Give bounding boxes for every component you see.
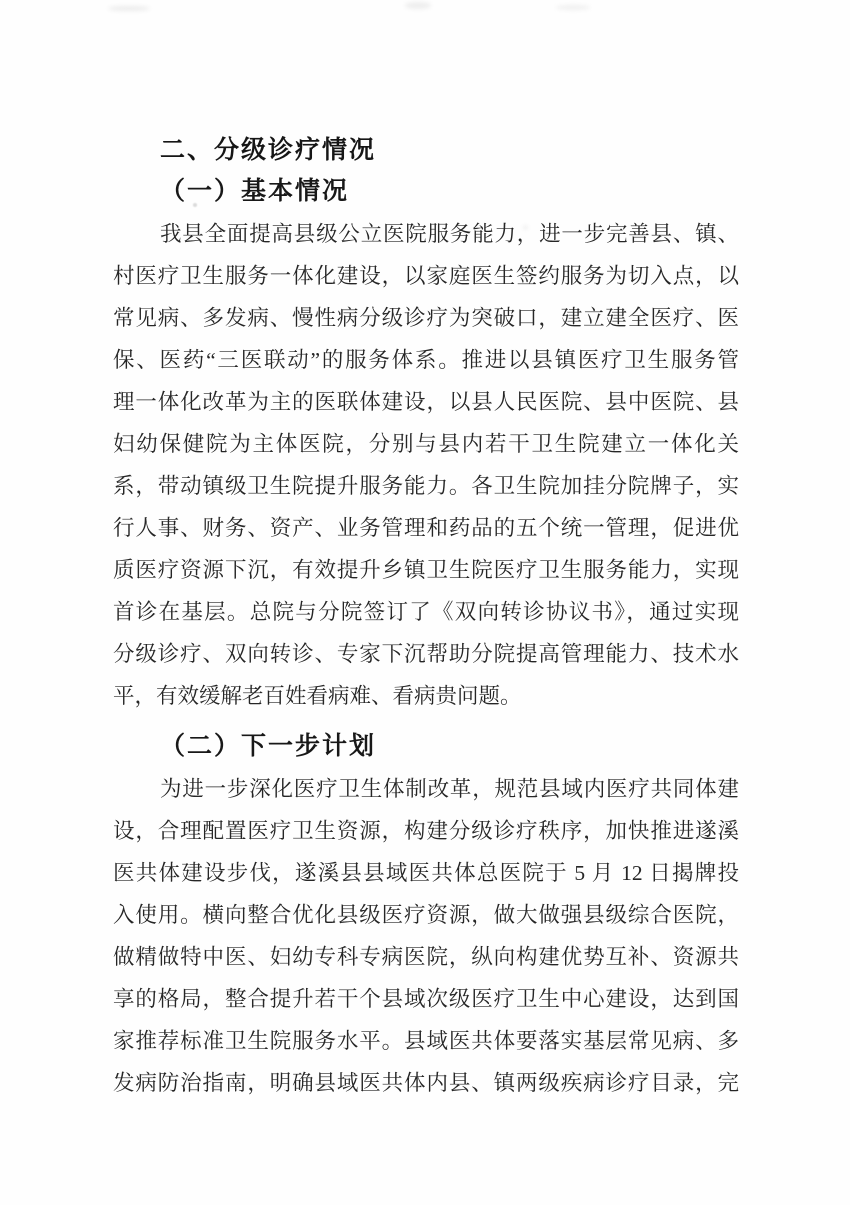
text-line: 入使用。横向整合优化县级医疗资源，做大做强县级综合医院， [113,903,739,927]
text-line: 质医疗资源下沉，有效提升乡镇卫生院医疗卫生服务能力，实现 [113,558,739,582]
text-line: 设，合理配置医疗卫生资源，构建分级诊疗秩序，加快推进遂溪 [113,819,739,843]
text-line: 行人事、财务、资产、业务管理和药品的五个统一管理，促进优 [113,516,739,540]
subsection-heading: （一）基本情况 [160,178,350,205]
paragraph [113,768,739,1104]
sections-container [113,171,739,1104]
text-line: 享的格局，整合提升若干个县域次级医疗卫生中心建设，达到国 [113,987,739,1011]
text-line: 妇幼保健院为主体医院，分别与县内若干卫生院建立一体化关 [113,432,739,456]
text-line: 系，带动镇级卫生院提升服务能力。各卫生院加挂分院牌子，实 [113,474,739,498]
scan-artifact [405,2,431,9]
text-line: 首诊在基层。总院与分院签订了《双向转诊协议书》，通过实现 [113,600,739,624]
text-line: 发病防治指南，明确县域医共体内县、镇两级疾病诊疗目录，完 [113,1071,739,1095]
text-line: 分级诊疗、双向转诊、专家下沉帮助分院提高管理能力、技术水 [113,642,739,666]
text-line: 平，有效缓解老百姓看病难、看病贵问题。 [113,684,522,708]
scan-artifact [556,5,590,10]
main-heading: 二、分级诊疗情况 [160,136,377,164]
text-line: 做精做特中医、妇幼专科专病医院，纵向构建优势互补、资源共 [113,945,739,969]
subsection-heading: （二）下一步计划 [160,733,377,760]
text-line: 理一体化改革为主的医联体建设，以县人民医院、县中医院、县 [113,390,739,414]
scan-artifact [108,6,150,11]
text-line: 村医疗卫生服务一体化建设，以家庭医生签约服务为切入点，以 [113,264,739,288]
text-line: 保、医药“三医联动”的服务体系。推进以县镇医疗卫生服务管 [113,348,739,372]
paragraph [113,213,739,717]
text-line: 我县全面提高县级公立医院服务能力，进一步完善县、镇、 [160,222,739,246]
text-line: 家推荐标准卫生院服务水平。县域医共体要落实基层常见病、多 [113,1029,739,1053]
text-line: 常见病、多发病、慢性病分级诊疗为突破口，建立建全医疗、医 [113,306,739,330]
text-line: 为进一步深化医疗卫生体制改革，规范县域内医疗共同体建 [160,777,739,801]
text-line: 医共体建设步伐，遂溪县县域医共体总医院于 5 月 12 日揭牌投 [113,861,739,885]
document-content [113,129,739,1104]
